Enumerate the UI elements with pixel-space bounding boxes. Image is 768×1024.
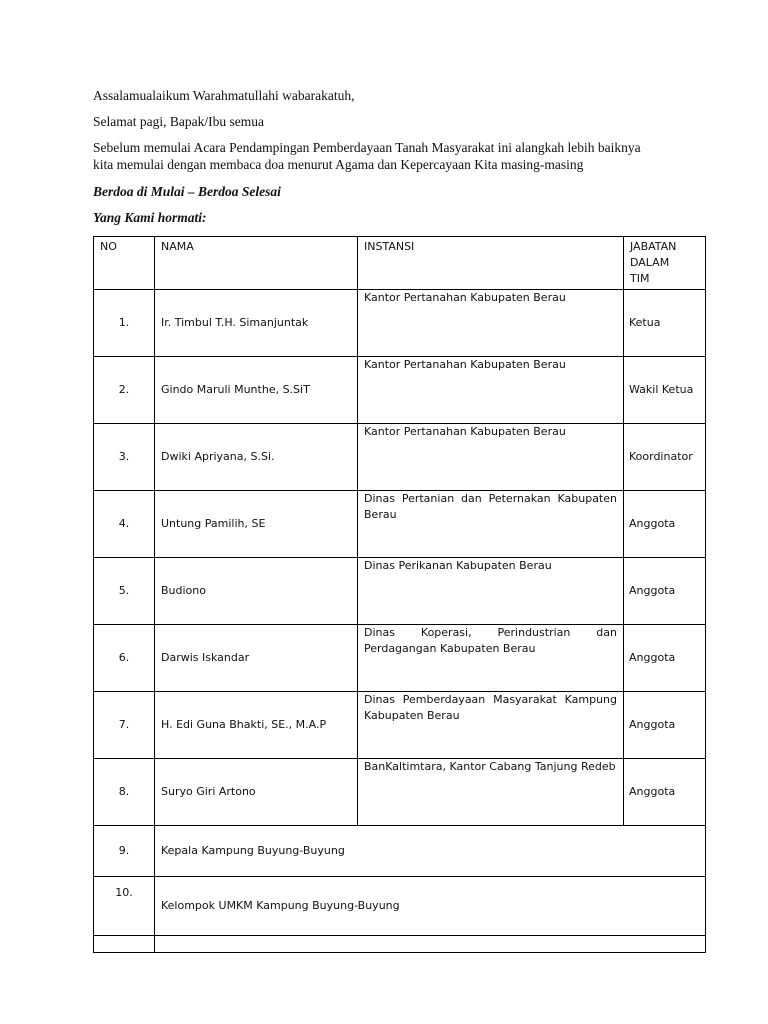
row-no: 8. <box>94 759 155 826</box>
row-nama: Budiono <box>155 558 358 625</box>
table-row <box>94 877 706 936</box>
honored-heading: Yang Kami hormati: <box>93 210 207 225</box>
row-merged-text: Kepala Kampung Buyung-Buyung <box>155 826 706 877</box>
row-no: 9. <box>94 826 155 877</box>
header-jabatan: JABATAN DALAM TIM <box>624 237 706 290</box>
row-nama: Gindo Maruli Munthe, S.SiT <box>155 357 358 424</box>
row-no: 6. <box>94 625 155 692</box>
row-jabatan: Anggota <box>624 692 706 759</box>
opening-line-1: Sebelum memulai Acara Pendampingan Pemberdayaan Tanah Masyarakat ini alangkah lebih baiknya <box>93 140 641 155</box>
row-instansi: Kantor Pertanahan Kabupaten Berau <box>358 424 624 491</box>
row-jabatan: Wakil Ketua <box>624 357 706 424</box>
row-jabatan: Ketua <box>624 290 706 357</box>
table-row <box>94 491 706 558</box>
row-no: 7. <box>94 692 155 759</box>
row-instansi: Kantor Pertanahan Kabupaten Berau <box>358 357 624 424</box>
opening-line-2: kita memulai dengan membaca doa menurut Agama dan Kepercayaan Kita masing-masing <box>93 157 584 172</box>
table-row <box>94 290 706 357</box>
row-jabatan: Anggota <box>624 558 706 625</box>
empty-cell <box>155 936 706 953</box>
table-row <box>94 625 706 692</box>
row-instansi: Dinas Koperasi, Perindustrian dan Perdagangan Kabupaten Berau <box>358 625 624 692</box>
row-no: 2. <box>94 357 155 424</box>
greeting: Assalamualaikum Warahmatullahi wabarakatuh, <box>93 88 355 103</box>
header-instansi: INSTANSI <box>358 237 624 290</box>
team-table <box>93 236 706 953</box>
row-instansi: Dinas Pemberdayaan Masyarakat Kampung Kabupaten Berau <box>358 692 624 759</box>
row-instansi: Dinas Perikanan Kabupaten Berau <box>358 558 624 625</box>
row-nama: Ir. Timbul T.H. Simanjuntak <box>155 290 358 357</box>
table-row-empty <box>94 936 706 953</box>
row-no: 4. <box>94 491 155 558</box>
table-row <box>94 759 706 826</box>
row-jabatan: Koordinator <box>624 424 706 491</box>
row-nama: Suryo Giri Artono <box>155 759 358 826</box>
empty-cell <box>94 936 155 953</box>
row-jabatan: Anggota <box>624 625 706 692</box>
row-merged-text: Kelompok UMKM Kampung Buyung-Buyung <box>155 877 706 936</box>
row-nama: Untung Pamilih, SE <box>155 491 358 558</box>
table-header-row <box>94 237 706 290</box>
morning-greeting: Selamat pagi, Bapak/Ibu semua <box>93 114 264 129</box>
row-jabatan: Anggota <box>624 759 706 826</box>
row-nama: Darwis Iskandar <box>155 625 358 692</box>
row-nama: H. Edi Guna Bhakti, SE., M.A.P <box>155 692 358 759</box>
row-jabatan: Anggota <box>624 491 706 558</box>
prayer-line: Berdoa di Mulai – Berdoa Selesai <box>93 184 281 199</box>
row-nama: Dwiki Apriyana, S.Si. <box>155 424 358 491</box>
row-instansi: Dinas Pertanian dan Peternakan Kabupaten Berau <box>358 491 624 558</box>
row-no: 1. <box>94 290 155 357</box>
table-row <box>94 826 706 877</box>
row-instansi: Kantor Pertanahan Kabupaten Berau <box>358 290 624 357</box>
row-no: 10. <box>94 877 155 936</box>
row-no: 3. <box>94 424 155 491</box>
table-row <box>94 357 706 424</box>
row-no: 5. <box>94 558 155 625</box>
table-row <box>94 692 706 759</box>
row-instansi: BanKaltimtara, Kantor Cabang Tanjung Redeb <box>358 759 624 826</box>
header-no: NO <box>94 237 155 290</box>
table-row <box>94 558 706 625</box>
table-row <box>94 424 706 491</box>
header-nama: NAMA <box>155 237 358 290</box>
